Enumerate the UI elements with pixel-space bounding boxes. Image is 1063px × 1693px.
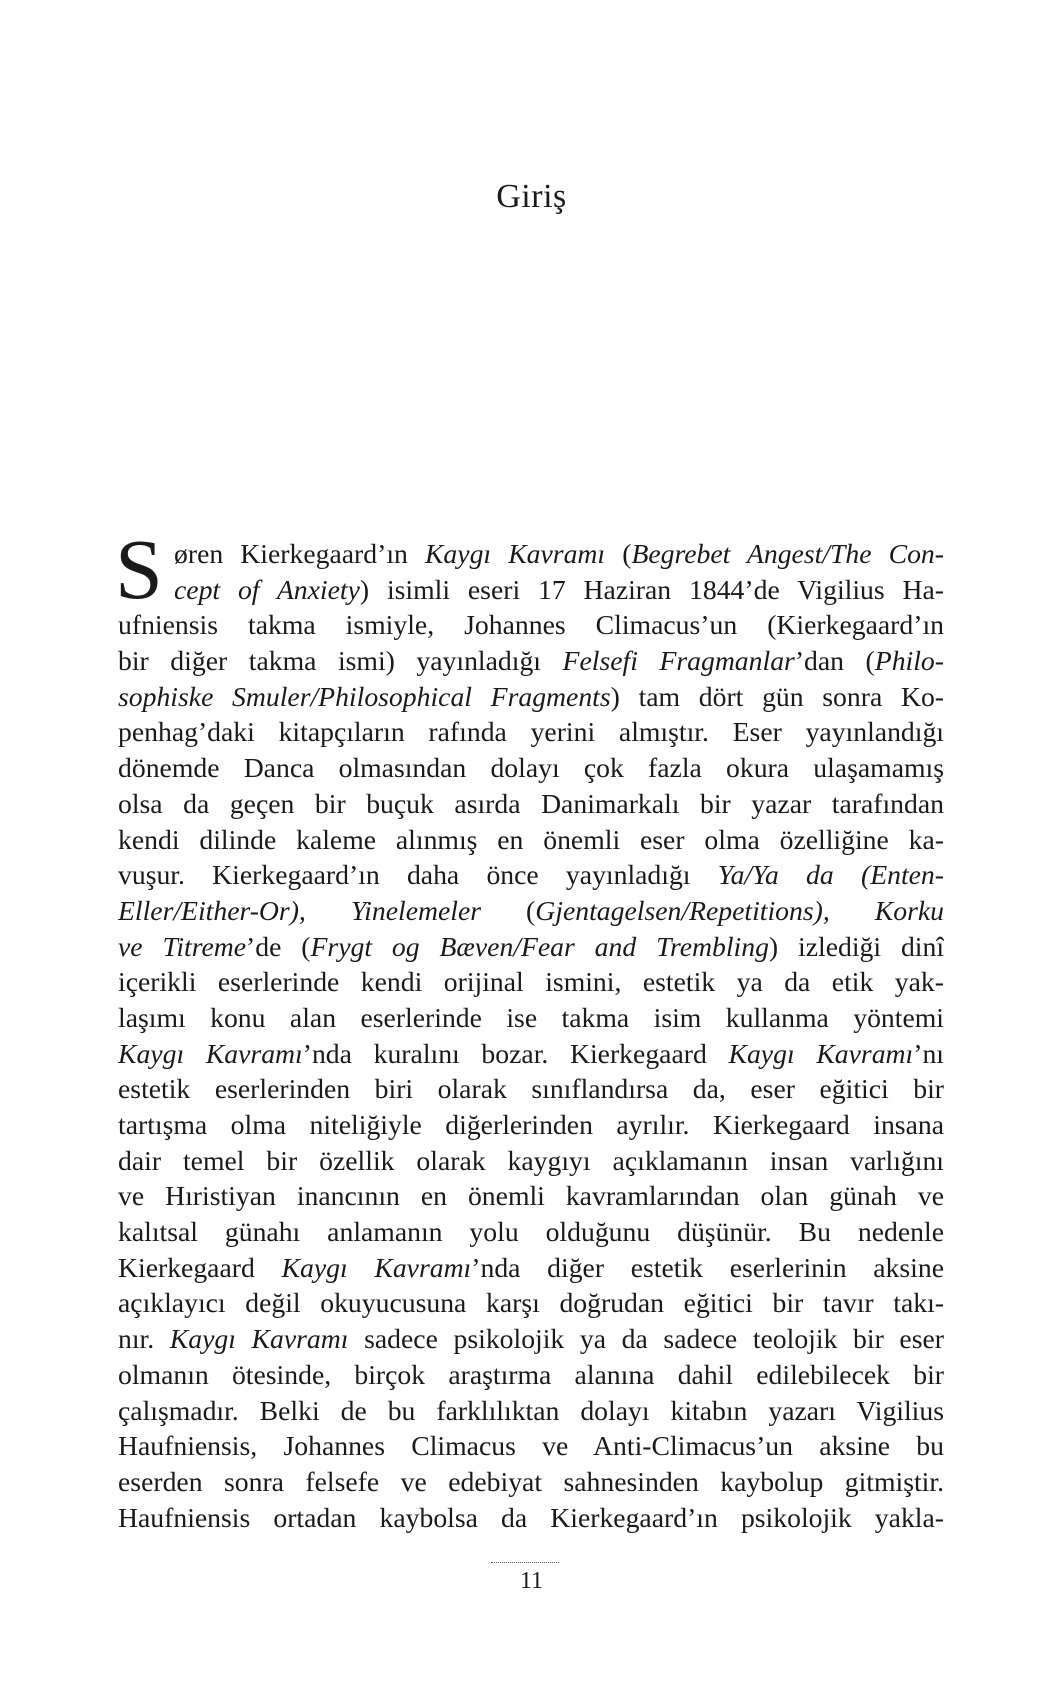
text-line xyxy=(118,1036,944,1072)
italic-text: Kaygı Kavramı xyxy=(169,1323,349,1355)
text-line xyxy=(118,643,944,679)
italic-text: Kaygı Kavramı xyxy=(118,1037,303,1069)
text-line xyxy=(118,1428,944,1464)
text-segment: içerikli eserlerinde kendi orijinal ismini, estetik ya da etik yak- xyxy=(118,966,944,998)
text-segment: øren Kierkegaard’ın xyxy=(174,538,425,569)
text-line xyxy=(118,714,944,750)
page-number: 11 xyxy=(519,1568,544,1594)
text-segment: tartışma olma niteliğiyle diğerlerinden ayrılır. Kierkegaard insana xyxy=(118,1109,944,1140)
text-segment: bir diğer takma ismi) yayınladığı xyxy=(118,645,563,677)
text-line xyxy=(118,822,944,858)
text-line xyxy=(118,1178,944,1214)
text-segment: laşımı konu alan eserlerinde ise takma isim kullanma yöntemi xyxy=(118,1001,944,1033)
text-line xyxy=(118,679,944,715)
italic-text: Kaygı Kavramı xyxy=(281,1251,472,1283)
text-segment: sadece psikolojik ya da sadece teolojik bir eser xyxy=(348,1323,944,1355)
text-line xyxy=(118,929,944,965)
text-segment: kendi dilinde kaleme alınmış en önemli eser olma özelliğine ka- xyxy=(118,823,944,855)
text-segment: Kierkegaard xyxy=(118,1251,282,1283)
text-segment: estetik eserlerinden biri olarak sınıflandırsa da, eser eğitici bir xyxy=(118,1073,944,1105)
text-segment: ve Hıristiyan inancının en önemli kavramlarından olan günah ve xyxy=(118,1180,944,1212)
text-line xyxy=(118,1357,944,1393)
body-paragraph xyxy=(115,521,944,1535)
text-segment: ) izlediği dinî xyxy=(768,930,944,962)
text-segment: vuşur. Kierkegaard’ın daha önce yayınladığı xyxy=(118,859,718,891)
text-segment: olmanın ötesinde, birçok araştırma alanına dahil edilebilecek bir xyxy=(118,1358,944,1390)
footer-rule xyxy=(491,1562,559,1563)
text-line xyxy=(118,1250,944,1286)
italic-text: sophiske Smuler/Philosophical Fragments xyxy=(118,680,611,712)
italic-text: Felsefi Fragmanlar xyxy=(562,645,795,677)
drop-cap: S xyxy=(115,521,163,617)
text-segment: olsa da geçen bir buçuk asırda Danimarkalı bir yazar tarafından xyxy=(118,787,944,819)
text-line xyxy=(118,1000,944,1036)
text-segment: açıklayıcı değil okuyucusuna karşı doğrudan eğitici bir tavır takı- xyxy=(118,1287,944,1319)
text-line xyxy=(118,536,944,572)
text-line xyxy=(118,1464,944,1500)
text-line xyxy=(118,1143,944,1179)
italic-text: cept of Anxiety xyxy=(174,573,360,605)
text-line xyxy=(118,750,944,786)
text-segment: ) tam dört gün sonra Ko- xyxy=(610,680,944,712)
italic-text: Kaygı Kavramı xyxy=(424,538,606,569)
text-segment: ’de ( xyxy=(246,930,311,962)
text-segment: eserden sonra felsefe ve edebiyat sahnesinden kaybolup gitmiştir. xyxy=(118,1465,944,1497)
text-line xyxy=(118,857,944,893)
italic-text: Begrebet Angest/The Con- xyxy=(631,538,944,569)
page-title: Giriş xyxy=(496,178,567,215)
text-segment: ’nda kuralını bozar. Kierkegaard xyxy=(302,1037,729,1069)
text-line xyxy=(118,786,944,822)
text-line xyxy=(118,1285,944,1321)
text-segment: ufniensis takma ismiyle, Johannes Climacus’un (Kierkegaard’ın xyxy=(118,609,944,641)
italic-text: ve Titreme xyxy=(118,930,247,962)
text-segment: ( xyxy=(605,538,632,569)
italic-text: Gjentagelsen/Repetitions), Korku xyxy=(535,894,944,926)
text-line xyxy=(118,1321,944,1357)
text-segment: ’dan ( xyxy=(794,645,875,677)
text-segment: kalıtsal günahı anlamanın yolu olduğunu düşünür. Bu nedenle xyxy=(118,1216,944,1248)
italic-text: Frygt og Bæven/Fear and Trembling xyxy=(310,930,769,962)
text-segment: ’nda diğer estetik eserlerinin aksine xyxy=(471,1251,944,1283)
text-line xyxy=(118,964,944,1000)
text-segment: penhag’daki kitapçıların rafında yerini almıştır. Eser yayınlandığı xyxy=(118,716,944,748)
text-segment: dair temel bir özellik olarak kaygıyı açıklamanın insan varlığını xyxy=(118,1144,944,1176)
italic-text: Eller/Either-Or), Yinelemeler xyxy=(118,894,482,926)
text-line xyxy=(118,1214,944,1250)
text-line xyxy=(118,1393,944,1429)
text-line xyxy=(118,1107,944,1143)
text-segment: ’nı xyxy=(913,1037,944,1069)
italic-text: Ya/Ya da (Enten- xyxy=(717,859,944,891)
text-segment: Haufniensis ortadan kaybolsa da Kierkegaard’ın psikolojik yakla- xyxy=(118,1501,944,1533)
italic-text: Philo- xyxy=(874,645,944,677)
text-segment: Haufniensis, Johannes Climacus ve Anti-Climacus’un aksine bu xyxy=(118,1430,944,1462)
text-segment: çalışmadır. Belki de bu farklılıktan dolayı kitabın yazarı Vigilius xyxy=(118,1394,944,1426)
text-segment: ) isimli eseri 17 Haziran 1844’de Vigilius Ha- xyxy=(359,573,944,605)
text-segment: nır. xyxy=(118,1323,170,1355)
text-line xyxy=(118,572,944,608)
text-segment: dönemde Danca olmasından dolayı çok fazla okura ulaşamamış xyxy=(118,752,944,784)
text-line xyxy=(118,1071,944,1107)
text-segment: ( xyxy=(481,894,536,926)
text-line xyxy=(118,1500,944,1536)
italic-text: Kaygı Kavramı xyxy=(728,1037,914,1069)
text-line xyxy=(118,607,944,643)
text-line xyxy=(118,893,944,929)
